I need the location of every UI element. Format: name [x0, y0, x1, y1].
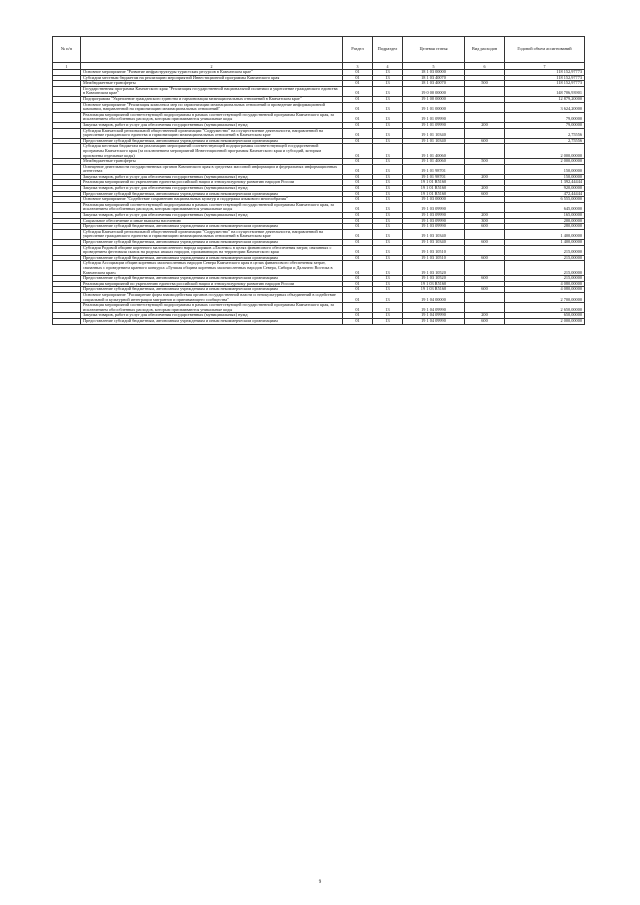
row-expense-type: 600 — [465, 318, 505, 324]
row-description: Реализация мероприятий соответствующей подпрограммы в рамках соответствующей государственной программы Камчатского края, за исключением обособленных расходов, которым присваиваются уникальные коды — [81, 303, 343, 313]
row-expense-type: 200 — [465, 213, 505, 219]
row-amount: 150,00000 — [505, 164, 585, 174]
row-section: 01 — [343, 224, 373, 230]
row-amount: 920,00000 — [505, 186, 585, 192]
row-description: Реализация мероприятий соответствующей подпрограммы в рамках соответствующей государственной программы Камчатского края, за исключением обособленных расходов, которым присваиваются уникальные коды — [81, 202, 343, 212]
row-amount: 2 000,00000 — [505, 159, 585, 165]
row-expense-type — [465, 164, 505, 174]
table-row — [53, 102, 585, 112]
row-target-article: 19 1 04 09990 — [403, 303, 465, 313]
row-expense-type: 500 — [465, 81, 505, 87]
row-amount: 200,00000 — [505, 218, 585, 224]
header-name — [81, 37, 343, 63]
row-description: Предоставление субсидий бюджетным, автономным учреждениям и иным некоммерческим организациям — [81, 191, 343, 197]
row-section: 01 — [343, 96, 373, 102]
row-number — [53, 292, 81, 302]
row-subsection: 13 — [373, 261, 403, 276]
row-description: Закупка товаров, работ и услуг для обеспечения государственных (муниципальных) нужд — [81, 213, 343, 219]
row-expense-type: 600 — [465, 138, 505, 144]
row-target-article: 19 1 03 09990 — [403, 224, 465, 230]
row-number — [53, 102, 81, 112]
row-target-article: 19 1 03 09990 — [403, 202, 465, 212]
row-subsection: 13 — [373, 174, 403, 180]
header-section: Раздел — [343, 37, 373, 63]
row-target-article: 19 1 04 09990 — [403, 313, 465, 319]
row-description: Субсидия Камчатской региональной общественной организации "Содружество" на осуществление деятельности, направленной на укрепление гражданского единства и гармонизацию межнациональных отношений в Камчатском крае — [81, 229, 343, 239]
row-section: 01 — [343, 229, 373, 239]
row-section: 01 — [343, 112, 373, 122]
row-target-article: 19 1 03 00000 — [403, 197, 465, 203]
row-subsection: 13 — [373, 164, 403, 174]
row-expense-type: 200 — [465, 186, 505, 192]
row-number — [53, 112, 81, 122]
row-subsection: 13 — [373, 224, 403, 230]
row-section: 01 — [343, 144, 373, 159]
row-amount: 118 152,97773 — [505, 81, 585, 87]
row-description: Межбюджетные трансферты — [81, 159, 343, 165]
row-expense-type — [465, 245, 505, 255]
row-amount: 165,00000 — [505, 213, 585, 219]
row-description: Реализация мероприятий по укреплению единства российской нации и этнокультурному развитию народов России — [81, 281, 343, 287]
row-target-article: 19 1 01 10340 — [403, 128, 465, 138]
row-number — [53, 318, 81, 324]
row-expense-type: 200 — [465, 174, 505, 180]
row-section: 01 — [343, 281, 373, 287]
table-header-row — [53, 37, 585, 63]
row-number — [53, 303, 81, 313]
column-number: 4 — [373, 63, 403, 70]
row-subsection: 13 — [373, 86, 403, 96]
row-target-article: 19 0 00 00000 — [403, 86, 465, 96]
row-subsection: 13 — [373, 180, 403, 186]
row-target-article: 19 1 03 R5160 — [403, 281, 465, 287]
row-expense-type — [465, 102, 505, 112]
row-subsection: 13 — [373, 144, 403, 159]
row-amount: 2 650,00000 — [505, 303, 585, 313]
row-expense-type — [465, 128, 505, 138]
row-amount: 2 700,00000 — [505, 292, 585, 302]
row-target-article: 19 1 03 10520 — [403, 261, 465, 276]
row-amount: 3 624,20000 — [505, 102, 585, 112]
row-expense-type: 300 — [465, 218, 505, 224]
row-description: Предоставление субсидий бюджетным, автономным учреждениям и иным некоммерческим организациям — [81, 276, 343, 282]
row-description: Межбюджетные трансферты — [81, 81, 343, 87]
row-target-article: 19 1 03 10510 — [403, 255, 465, 261]
row-subsection: 13 — [373, 197, 403, 203]
table-row — [53, 229, 585, 239]
header-num: № п/п — [53, 37, 81, 63]
row-description: Предоставление субсидий бюджетным, автономным учреждениям и иным некоммерческим организациям — [81, 287, 343, 293]
row-target-article: 19 1 01 98701 — [403, 174, 465, 180]
column-number: 2 — [81, 63, 343, 70]
row-target-article: 19 1 03 10340 — [403, 229, 465, 239]
row-number — [53, 229, 81, 239]
row-subsection: 13 — [373, 313, 403, 319]
table-row — [53, 86, 585, 96]
row-description: Реализация мероприятий соответствующей подпрограммы в рамках соответствующей государственной программы Камчатского края, за исключением обособленных расходов, которым присваиваются уникальные коды — [81, 112, 343, 122]
row-section: 01 — [343, 276, 373, 282]
row-amount: 650,00000 — [505, 313, 585, 319]
row-section: 01 — [343, 75, 373, 81]
row-number — [53, 261, 81, 276]
row-amount: 215,00000 — [505, 245, 585, 255]
row-target-article: 18 1 03 40070 — [403, 81, 465, 87]
row-section: 01 — [343, 292, 373, 302]
row-subsection: 13 — [373, 303, 403, 313]
row-amount: 215,00000 — [505, 261, 585, 276]
row-expense-type: 200 — [465, 313, 505, 319]
row-expense-type — [465, 303, 505, 313]
row-expense-type: 600 — [465, 224, 505, 230]
row-amount: 4 080,00000 — [505, 287, 585, 293]
row-number — [53, 245, 81, 255]
row-expense-type — [465, 292, 505, 302]
row-number — [53, 202, 81, 212]
row-expense-type: 200 — [465, 122, 505, 128]
column-number: 1 — [53, 63, 81, 70]
row-amount: 118 152,97773 — [505, 70, 585, 76]
row-amount: 2,75556 — [505, 138, 585, 144]
row-description: Закупка товаров, работ и услуг для обеспечения государственных (муниципальных) нужд — [81, 186, 343, 192]
row-target-article: 18 1 03 40070 — [403, 75, 465, 81]
row-subsection: 13 — [373, 75, 403, 81]
row-description: Субсидия Камчатской региональной общественной организации "Содружество" на осуществление деятельности, направленной на укрепление гражданского единства и гармонизацию межнациональных отношений в Камчатском крае — [81, 128, 343, 138]
table-body — [53, 70, 585, 325]
row-section: 01 — [343, 197, 373, 203]
row-subsection: 13 — [373, 102, 403, 112]
budget-allocation-table — [52, 36, 585, 325]
row-section: 01 — [343, 122, 373, 128]
row-target-article: 19 1 03 09990 — [403, 218, 465, 224]
row-subsection: 13 — [373, 122, 403, 128]
row-description: Основное мероприятие "Реализация комплекса мер по гармонизации межнациональных отношений и проведение информационной кампании, направленной на гармонизацию межнациональных отношений" — [81, 102, 343, 112]
header-exp-type: Вид расходов — [465, 37, 505, 63]
row-amount: 215,00000 — [505, 276, 585, 282]
row-description: Предоставление субсидий бюджетным, автономным учреждениям и иным некоммерческим организациям — [81, 255, 343, 261]
row-expense-type: 600 — [465, 276, 505, 282]
table-row — [53, 128, 585, 138]
row-description: Субсидия Родовой общине коренного малочисленного народа коряков «Ласенко» в целях финансового обеспечения затрат, связанных с проведением фестиваля сказок на родных языках народов, проживающих на территории Камчатского края — [81, 245, 343, 255]
row-section: 01 — [343, 86, 373, 96]
row-section: 01 — [343, 318, 373, 324]
row-description: Предоставление субсидий бюджетным, автономным учреждениям и иным некоммерческим организациям — [81, 240, 343, 246]
row-subsection: 13 — [373, 186, 403, 192]
row-amount: 2,75556 — [505, 128, 585, 138]
row-section: 01 — [343, 313, 373, 319]
row-number — [53, 128, 81, 138]
row-section: 01 — [343, 102, 373, 112]
table-row — [53, 303, 585, 313]
row-description: Освещение деятельности государственных органов Камчатского края в средствах массовой информации и федеральных информационных агентствах — [81, 164, 343, 174]
row-target-article: 19 1 03 10520 — [403, 276, 465, 282]
row-subsection: 13 — [373, 159, 403, 165]
row-section: 01 — [343, 287, 373, 293]
page-number: 9 — [318, 880, 322, 885]
row-description: Предоставление субсидий бюджетным, автономным учреждениям и иным некоммерческим организациям — [81, 224, 343, 230]
table-row — [53, 261, 585, 276]
row-description: Субсидии местным бюджетам на реализацию мероприятий Инвестиционной программы Камчатского края — [81, 75, 343, 81]
row-subsection: 13 — [373, 287, 403, 293]
row-target-article: 19 1 01 40060 — [403, 159, 465, 165]
row-expense-type: 600 — [465, 191, 505, 197]
row-number — [53, 164, 81, 174]
row-target-article: 19 1 03 09990 — [403, 213, 465, 219]
column-number-row — [53, 63, 585, 70]
row-target-article: 18 1 03 00000 — [403, 70, 465, 76]
row-number — [53, 86, 81, 96]
row-amount: 6 555,00000 — [505, 197, 585, 203]
row-description: Основное мероприятие "Содействие сохранению национальных культур и поддержка языкового многообразия" — [81, 197, 343, 203]
row-amount: 1 400,00000 — [505, 240, 585, 246]
table-row — [53, 245, 585, 255]
row-description: Основное мероприятие "Расширение форм взаимодействия органов государственной власти и этнокультурных объединений в содействие социальной и культурной интеграции мигрантов и принимающего сообщества" — [81, 292, 343, 302]
row-description: Реализация мероприятий по укреплению единства российской нации и этнокультурному развитию народов России — [81, 180, 343, 186]
row-section: 01 — [343, 202, 373, 212]
row-description: Предоставление субсидий бюджетным, автономным учреждениям и иным некоммерческим организациям — [81, 138, 343, 144]
row-amount: 4 080,00000 — [505, 281, 585, 287]
row-target-article: 19 1 01 R5160 — [403, 180, 465, 186]
row-amount: 150,00000 — [505, 174, 585, 180]
row-target-article: 19 1 04 09990 — [403, 318, 465, 324]
row-amount: 12 879,20000 — [505, 96, 585, 102]
row-target-article: 19 1 00 00000 — [403, 96, 465, 102]
header-target: Целевая статья — [403, 37, 465, 63]
row-subsection: 13 — [373, 245, 403, 255]
row-target-article: 19 1 01 10340 — [403, 138, 465, 144]
row-description: Субсидия Ассоциации общин коренных малочисленных народов Севера Камчатского края в целях финансового обеспечения затрат, связанных с проведением краевого конкурса «Лучшая община коренных малочисленных народов Севера, Сибири и Дальнего Востока в Камчатском крае» — [81, 261, 343, 276]
row-target-article: 19 1 01 09990 — [403, 122, 465, 128]
row-subsection: 13 — [373, 191, 403, 197]
row-section: 01 — [343, 303, 373, 313]
row-subsection: 13 — [373, 255, 403, 261]
row-expense-type — [465, 112, 505, 122]
row-section: 01 — [343, 245, 373, 255]
table-row — [53, 202, 585, 212]
row-amount: 79,00000 — [505, 122, 585, 128]
column-number: 7 — [505, 63, 585, 70]
row-number — [53, 144, 81, 159]
row-target-article: 19 1 01 40060 — [403, 144, 465, 159]
column-number: 6 — [465, 63, 505, 70]
row-target-article: 19 1 01 09990 — [403, 112, 465, 122]
row-subsection: 13 — [373, 202, 403, 212]
row-expense-type — [465, 261, 505, 276]
row-section: 01 — [343, 138, 373, 144]
row-target-article: 19 1 01 98701 — [403, 164, 465, 174]
row-subsection: 13 — [373, 276, 403, 282]
row-description: Государственная программа Камчатского края "Реализация государственной национальной политики и укрепление гражданского единства в Камчатском крае" — [81, 86, 343, 96]
row-amount: 148 706,93901 — [505, 86, 585, 96]
row-section: 01 — [343, 255, 373, 261]
row-expense-type: 600 — [465, 255, 505, 261]
row-subsection: 13 — [373, 292, 403, 302]
row-expense-type: 600 — [465, 287, 505, 293]
row-expense-type — [465, 202, 505, 212]
row-expense-type — [465, 229, 505, 239]
table-row — [53, 292, 585, 302]
header-amount: Годовой объем ассигнований — [505, 37, 585, 63]
row-amount: 1 392,44444 — [505, 180, 585, 186]
row-subsection: 13 — [373, 138, 403, 144]
row-description: Закупка товаров, работ и услуг для обеспечения государственных (муниципальных) нужд — [81, 122, 343, 128]
row-section: 01 — [343, 70, 373, 76]
row-section: 01 — [343, 186, 373, 192]
row-amount: 1 400,00000 — [505, 229, 585, 239]
row-subsection: 13 — [373, 81, 403, 87]
row-amount: 472,44444 — [505, 191, 585, 197]
row-amount: 215,00000 — [505, 255, 585, 261]
row-amount: 118 152,97773 — [505, 75, 585, 81]
row-description: Предоставление субсидий бюджетным, автономным учреждениям и иным некоммерческим организациям — [81, 318, 343, 324]
row-description: Подпрограмма "Укрепление гражданского единства и гармонизация межнациональных отношений в Камчатском крае" — [81, 96, 343, 102]
row-target-article: 19 1 01 R5160 — [403, 191, 465, 197]
row-subsection: 13 — [373, 96, 403, 102]
row-target-article: 19 1 01 00000 — [403, 102, 465, 112]
row-description: Социальное обеспечение и иные выплаты населению — [81, 218, 343, 224]
row-expense-type — [465, 144, 505, 159]
row-description: Закупка товаров, работ и услуг для обеспечения государственных (муниципальных) нужд — [81, 174, 343, 180]
row-target-article: 19 1 03 10340 — [403, 240, 465, 246]
row-amount: 79,00000 — [505, 112, 585, 122]
row-subsection: 13 — [373, 218, 403, 224]
row-section: 01 — [343, 164, 373, 174]
row-subsection: 13 — [373, 213, 403, 219]
row-target-article: 19 1 04 00000 — [403, 292, 465, 302]
row-subsection: 13 — [373, 240, 403, 246]
row-amount: 645,00000 — [505, 202, 585, 212]
table-row — [53, 144, 585, 159]
row-description: Закупка товаров, работ и услуг для обеспечения государственных (муниципальных) нужд — [81, 313, 343, 319]
row-amount: 280,00000 — [505, 224, 585, 230]
row-subsection: 13 — [373, 128, 403, 138]
column-number: 3 — [343, 63, 373, 70]
row-target-article: 19 1 03 10510 — [403, 245, 465, 255]
row-section: 01 — [343, 261, 373, 276]
row-expense-type: 600 — [465, 240, 505, 246]
row-section: 01 — [343, 213, 373, 219]
row-subsection: 13 — [373, 281, 403, 287]
row-subsection: 13 — [373, 229, 403, 239]
row-section: 01 — [343, 240, 373, 246]
row-section: 01 — [343, 81, 373, 87]
column-number: 5 — [403, 63, 465, 70]
row-target-article: 19 1 01 R5160 — [403, 186, 465, 192]
table-row — [53, 112, 585, 122]
row-target-article: 19 1 03 R5160 — [403, 287, 465, 293]
row-amount: 2 000,00000 — [505, 144, 585, 159]
row-section: 01 — [343, 180, 373, 186]
row-expense-type: 500 — [465, 159, 505, 165]
header-subsection: Подраздел — [373, 37, 403, 63]
table-row — [53, 318, 585, 324]
row-subsection: 13 — [373, 112, 403, 122]
row-section: 01 — [343, 191, 373, 197]
row-description: Субсидия местным бюджетам на реализацию мероприятий соответствующей подпрограммы соответствующей государственной программы Камчатского края (за исключением мероприятий Инвестиционной программы Камчатского края и субсидий, которым присвоены отдельные коды) — [81, 144, 343, 159]
row-expense-type — [465, 86, 505, 96]
table-row — [53, 164, 585, 174]
row-section: 01 — [343, 159, 373, 165]
row-subsection: 13 — [373, 318, 403, 324]
row-description: Основное мероприятие "Развитие инфраструктуры туристских ресурсов в Камчатском крае" — [81, 70, 343, 76]
row-section: 01 — [343, 218, 373, 224]
row-section: 01 — [343, 174, 373, 180]
row-section: 01 — [343, 128, 373, 138]
row-amount: 2 000,00000 — [505, 318, 585, 324]
row-subsection: 13 — [373, 70, 403, 76]
